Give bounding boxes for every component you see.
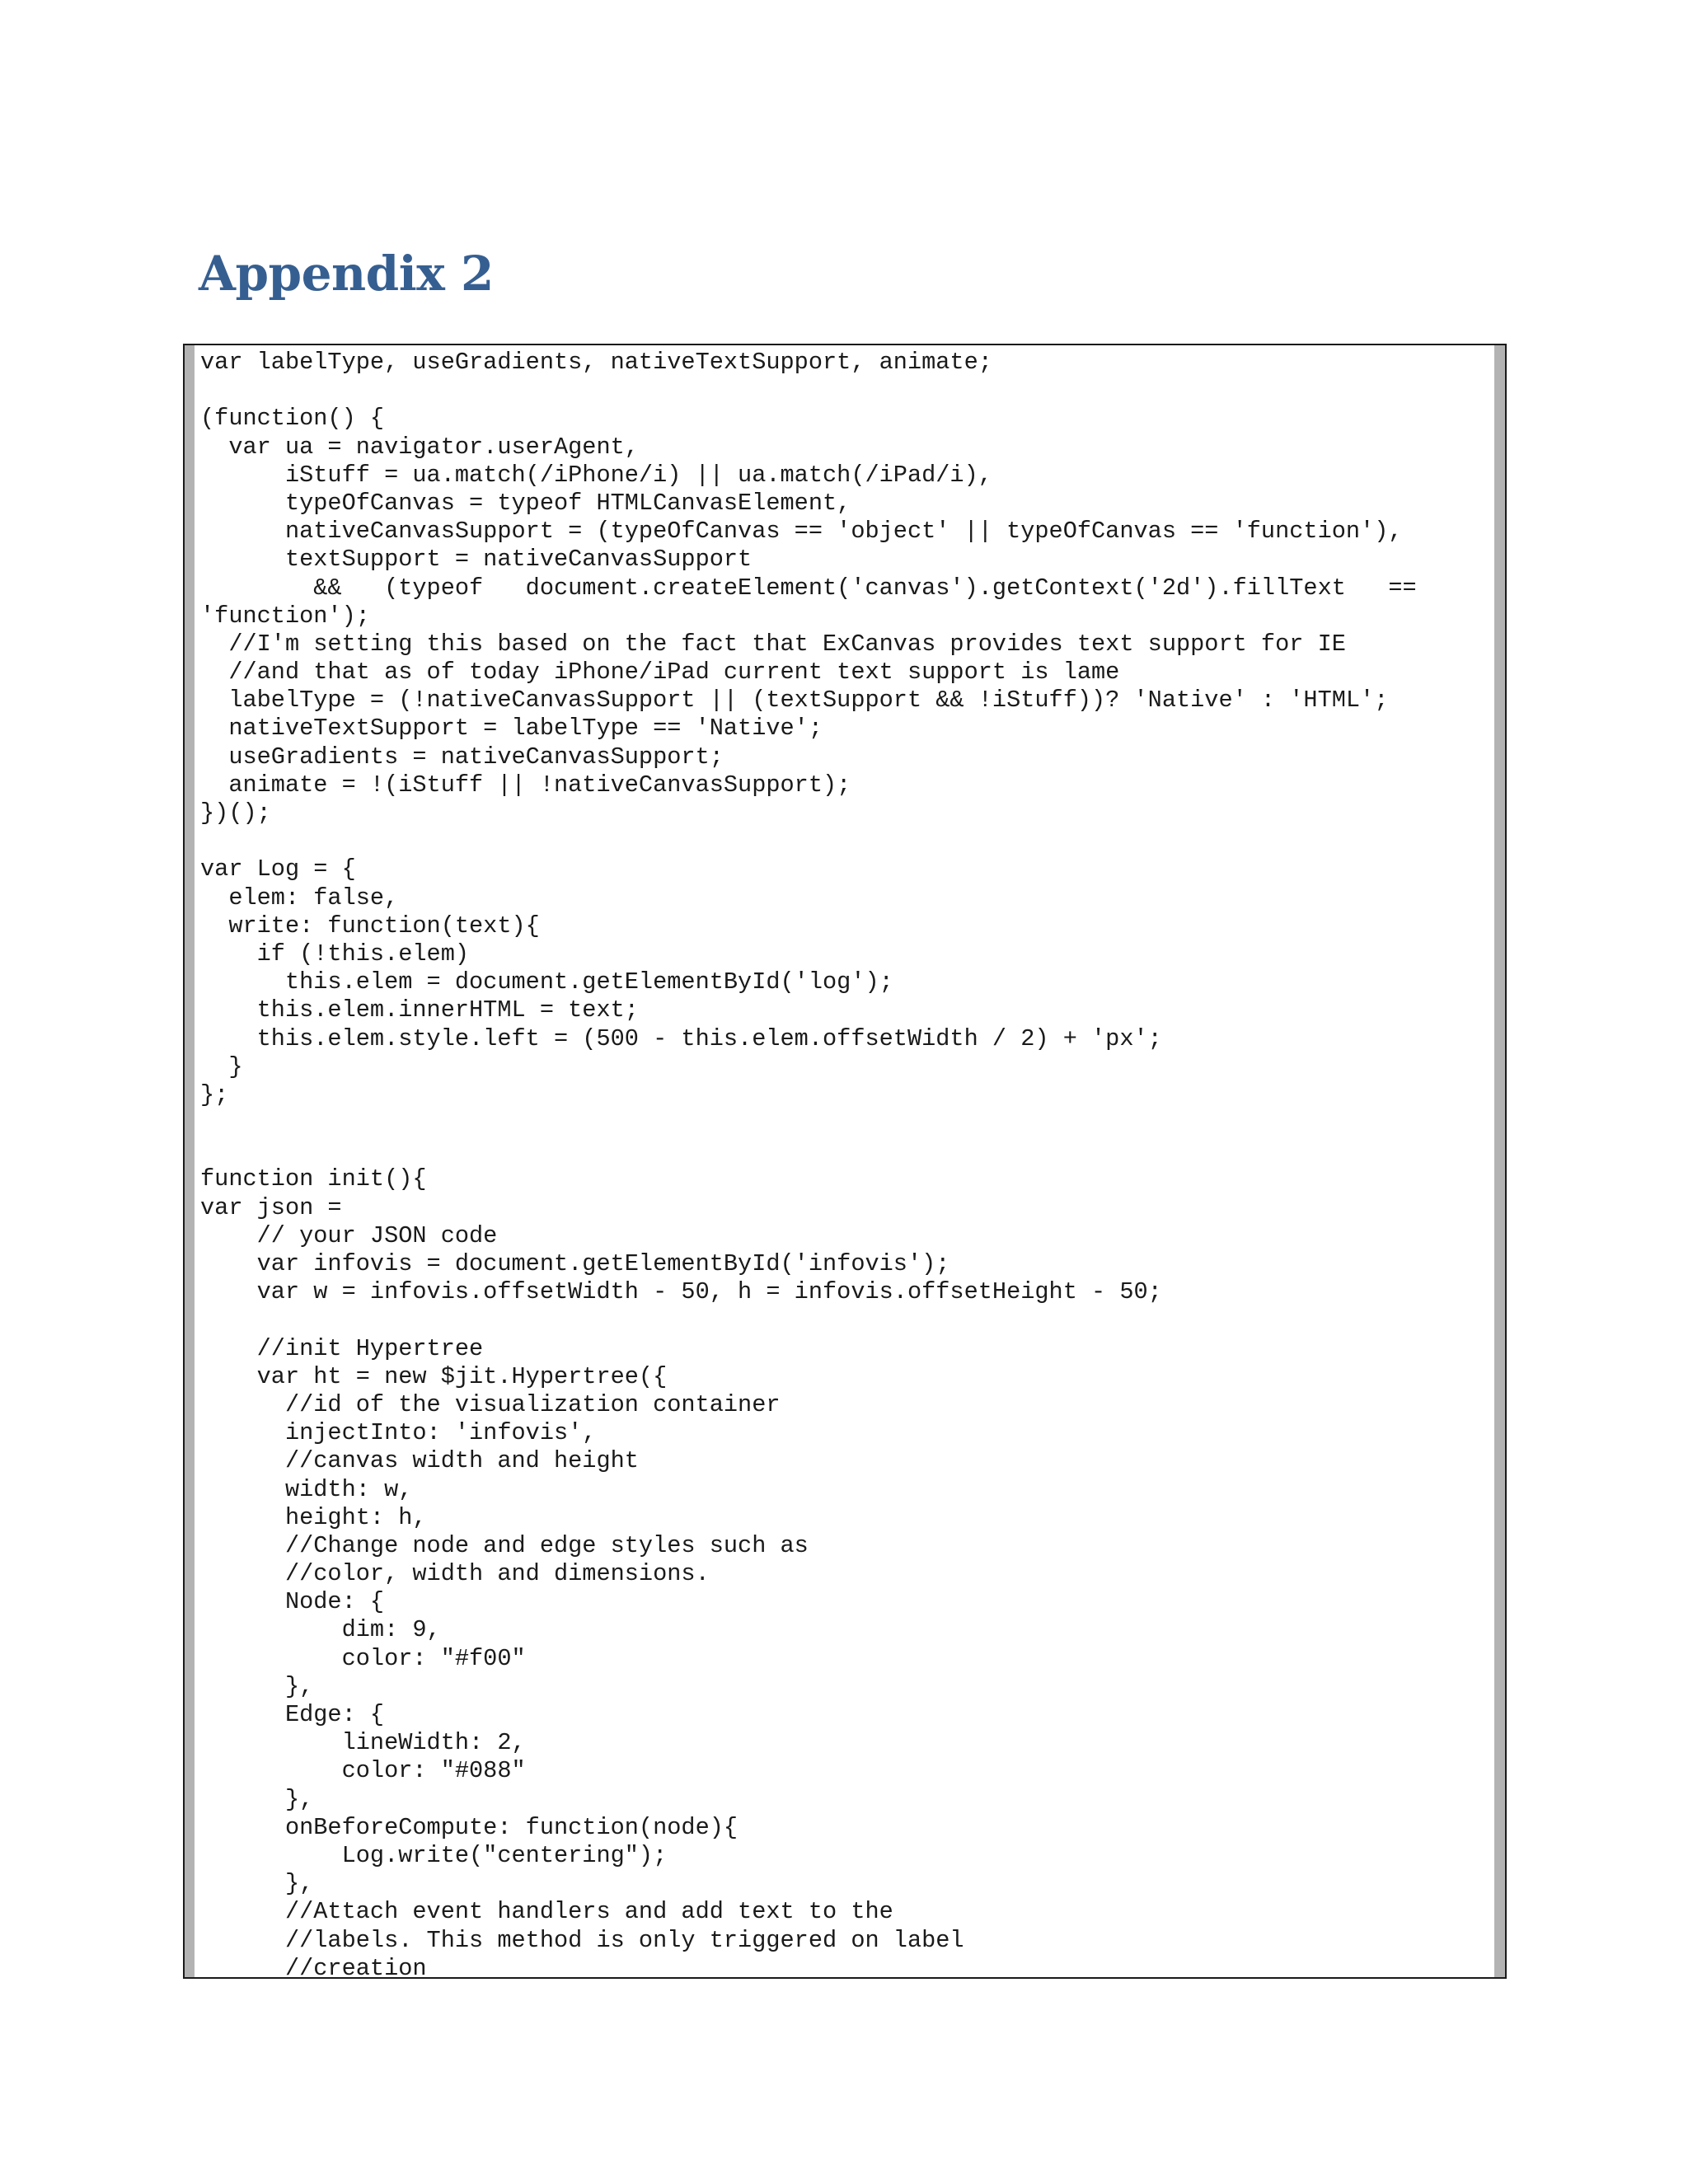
code-line: this.elem = document.getElementById('log');	[200, 968, 893, 996]
code-listing	[200, 349, 1493, 1979]
code-line: //labels. This method is only triggered on label	[200, 1926, 964, 1954]
code-line: labelType = (!nativeCanvasSupport || (textSupport && !iStuff))? 'Native' : 'HTML';	[200, 687, 1389, 715]
code-line: //I'm setting this based on the fact that ExCanvas provides text support for IE	[200, 630, 1346, 658]
code-line: var infovis = document.getElementById('infovis');	[200, 1250, 950, 1277]
code-line: //init Hypertree	[200, 1334, 484, 1362]
code-line: // your JSON code	[200, 1221, 498, 1249]
code-line: color: "#f00"	[200, 1644, 526, 1672]
appendix-heading: Appendix 2	[199, 246, 494, 302]
code-line: };	[200, 1080, 229, 1108]
code-line: iStuff = ua.match(/iPhone/i) || ua.match(/iPad/i),	[200, 461, 992, 489]
code-line: width: w,	[200, 1475, 413, 1503]
code-line	[200, 1137, 1493, 1165]
code-line: var ua = navigator.userAgent,	[200, 433, 639, 461]
code-line: animate = !(iStuff || !nativeCanvasSupport);	[200, 771, 851, 799]
code-line: //Change node and edge styles such as	[200, 1531, 809, 1559]
code-line: 'function');	[200, 602, 370, 630]
code-line: Edge: {	[200, 1701, 385, 1728]
left-border-bar	[185, 345, 195, 1977]
code-line: if (!this.elem)	[200, 940, 470, 968]
code-line: injectInto: 'infovis',	[200, 1419, 597, 1447]
code-line: write: function(text){	[200, 912, 540, 940]
code-line: height: h,	[200, 1503, 427, 1531]
code-line: typeOfCanvas = typeof HTMLCanvasElement,	[200, 489, 851, 517]
right-border-bar	[1494, 345, 1505, 1977]
code-line: textSupport = nativeCanvasSupport	[200, 546, 753, 574]
code-line: nativeTextSupport = labelType == 'Native';	[200, 715, 823, 743]
code-line	[200, 1306, 1493, 1334]
code-line: this.elem.style.left = (500 - this.elem.offsetWidth / 2) + 'px';	[200, 1024, 1162, 1052]
code-line: lineWidth: 2,	[200, 1729, 526, 1757]
code-line	[200, 827, 1493, 855]
code-line: nativeCanvasSupport = (typeOfCanvas == 'object' || typeOfCanvas == 'function'),	[200, 518, 1403, 546]
code-line: }	[200, 1052, 243, 1080]
code-line: var Log = {	[200, 855, 356, 883]
code-line: })();	[200, 799, 271, 827]
code-line: Log.write("centering");	[200, 1841, 668, 1869]
code-line: dim: 9,	[200, 1616, 441, 1644]
code-line: //canvas width and height	[200, 1447, 639, 1475]
code-line: Node: {	[200, 1588, 385, 1616]
code-listing-box	[183, 344, 1507, 1979]
code-line: var json =	[200, 1193, 342, 1221]
code-line: var ht = new $jit.Hypertree({	[200, 1362, 668, 1390]
code-line: useGradients = nativeCanvasSupport;	[200, 743, 724, 771]
code-line: && (typeof document.createElement('canvas').getContext('2d').fillText ==	[200, 574, 1417, 602]
code-line: this.elem.innerHTML = text;	[200, 996, 639, 1024]
code-line: },	[200, 1870, 314, 1898]
code-line: //and that as of today iPhone/iPad current text support is lame	[200, 658, 1120, 687]
code-line: //Attach event handlers and add text to the	[200, 1898, 893, 1926]
code-line	[200, 1109, 1493, 1137]
code-line: function init(){	[200, 1165, 427, 1193]
code-line: },	[200, 1785, 314, 1813]
code-line: elem: false,	[200, 883, 399, 912]
code-line: },	[200, 1672, 314, 1700]
code-line: //id of the visualization container	[200, 1390, 781, 1418]
code-line: //creation	[200, 1954, 427, 1979]
code-line: var labelType, useGradients, nativeTextSupport, animate;	[200, 349, 992, 376]
code-line: var w = infovis.offsetWidth - 50, h = infovis.offsetHeight - 50;	[200, 1278, 1162, 1306]
code-line: //color, width and dimensions.	[200, 1560, 710, 1588]
code-line	[200, 377, 1493, 405]
code-line: (function() {	[200, 405, 385, 433]
code-line: onBeforeCompute: function(node){	[200, 1813, 738, 1841]
code-line: color: "#088"	[200, 1757, 526, 1785]
